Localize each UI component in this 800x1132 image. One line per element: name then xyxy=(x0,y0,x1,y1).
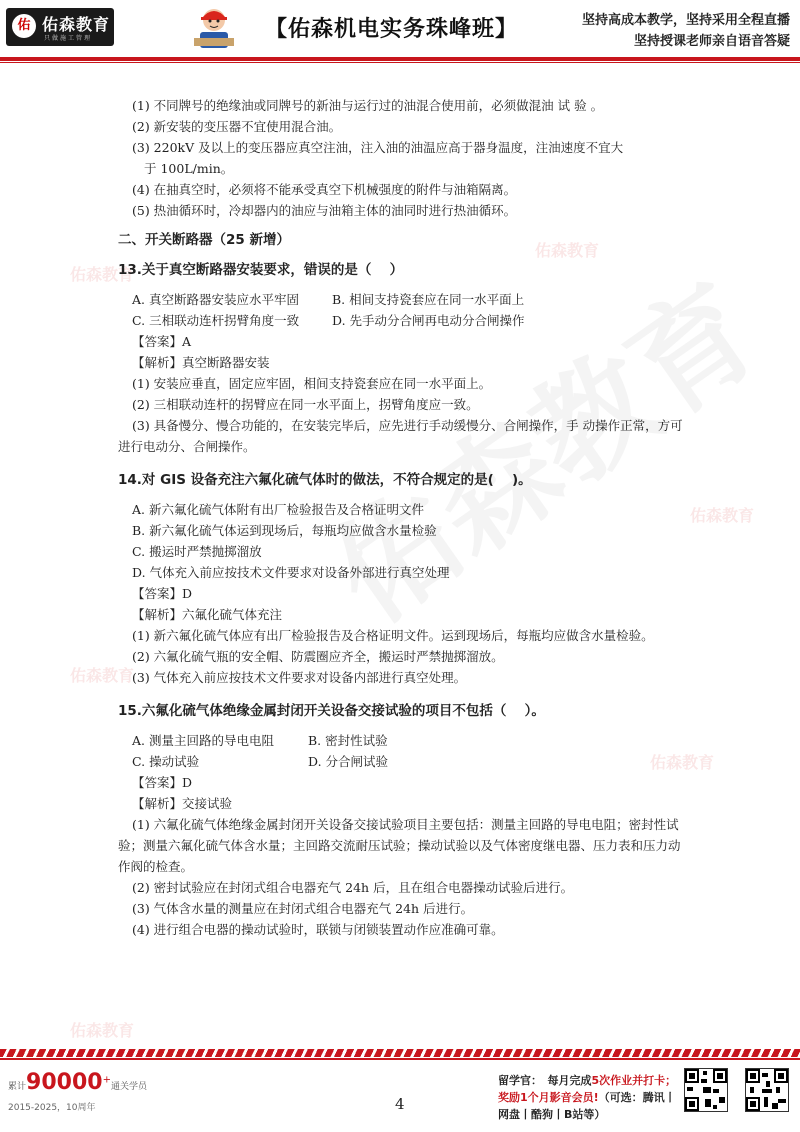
watermark-logo: 佑森教育 xyxy=(70,265,135,284)
page-number: 4 xyxy=(395,1095,405,1113)
footer-divider xyxy=(0,1058,800,1060)
option-c: C. 搬运时严禁抛掷溜放 xyxy=(132,544,262,559)
header-divider xyxy=(0,57,800,61)
header-divider-thin xyxy=(0,62,800,63)
header-title: 【佑森机电实务珠峰班】 xyxy=(265,17,519,42)
answer-label: 【答案】D xyxy=(132,586,193,601)
header-slogan-2: 坚持授课老师亲自语音答疑 xyxy=(633,34,790,49)
promo-line-1 xyxy=(498,1072,676,1088)
question-15-options xyxy=(132,730,688,772)
option-d: D. 气体充入前应按技术文件要求对设备外部进行真空处理 xyxy=(132,565,450,580)
answer-label: 【答案】A xyxy=(132,334,192,349)
option-d: D. 分合闸试验 xyxy=(308,754,389,769)
analysis-point: (1) 安装应垂直，固定应牢固，相间支持瓷套应在同一水平面上。 xyxy=(132,376,492,391)
analysis-point: (1) 新六氟化硫气体应有出厂检验报告及合格证明文件。运到现场后，每瓶均应做含水量检验。 xyxy=(132,628,654,643)
watermark-logo: 佑森教育 xyxy=(70,1021,135,1040)
option-b: B. 相间支持瓷套应在同一水平面上 xyxy=(332,292,525,307)
count-number: 90000 xyxy=(26,1070,103,1095)
analysis-point: (2) 密封试验应在封闭式组合电器充气 24h 后，且在组合电器操动试验后进行。 xyxy=(132,880,574,895)
watermark-logo: 佑森教育 xyxy=(690,506,755,525)
analysis-point: (3) 气体充入前应按技术文件要求对设备内部进行真空处理。 xyxy=(132,670,467,685)
analysis-point: (2) 六氟化硫气瓶的安全帽、防震圈应齐全，搬运时严禁抛掷溜放。 xyxy=(132,649,504,664)
logo-emblem-icon: 佑 xyxy=(12,14,36,38)
qr-code-icon[interactable] xyxy=(745,1068,789,1112)
option-b: B. 密封性试验 xyxy=(308,733,388,748)
count-plus: + xyxy=(102,1074,111,1086)
student-count xyxy=(8,1070,147,1095)
promo-line-2 xyxy=(498,1089,676,1105)
option-c: C. 三相联动连杆拐臂角度一致 xyxy=(132,313,300,328)
option-a: A. 测量主回路的导电电阻 xyxy=(132,733,274,748)
watermark-logo: 佑森教育 xyxy=(535,241,600,260)
option-c: C. 操动试验 xyxy=(132,754,200,769)
question-13-stem: 13.关于真空断路器安装要求，错误的是（ ） xyxy=(118,262,404,278)
intro-line: (2) 新安装的变压器不宜使用混合油。 xyxy=(132,119,342,134)
promo-line-3: 网盘丨酷狗丨B站等） xyxy=(498,1108,606,1121)
option-b: B. 新六氟化硫气体运到现场后，每瓶均应做含水量检验 xyxy=(132,523,437,538)
intro-line: (4) 在抽真空时，必须将不能承受真空下机械强度的附件与油箱隔离。 xyxy=(132,182,517,197)
analysis-point: (2) 三相联动连杆的拐臂应在同一水平面上，拐臂角度应一致。 xyxy=(132,397,479,412)
page-header xyxy=(0,0,800,54)
qr-code-icon[interactable] xyxy=(684,1068,728,1112)
anniversary-text: 2015-2025，10周年 xyxy=(8,1103,96,1113)
watermark-logo: 佑森教育 xyxy=(70,666,135,685)
watermark-logo: 佑森教育 xyxy=(650,753,715,772)
intro-line: (1) 不同牌号的绝缘油或同牌号的新油与运行过的油混合使用前，必须做混油 试 验 。 xyxy=(132,98,604,113)
analysis-point: (4) 进行组合电器的操动试验时，联锁与闭锁装置动作应准确可靠。 xyxy=(132,922,504,937)
question-15-stem: 15.六氟化硫气体绝缘金属封闭开关设备交接试验的项目不包括（ ）。 xyxy=(118,703,545,719)
brand-logo xyxy=(6,8,114,46)
promo-text: （可选：腾讯丨 xyxy=(598,1091,676,1104)
analysis-point: (3) 具备慢分、慢合功能的，在安装完毕后，应先进行手动缓慢分、合闸操作，手 动操作正常，方可进行电动分、合闸操作。 xyxy=(118,418,683,454)
analysis-point: (1) 六氟化硫气体绝缘金属封闭开关设备交接试验项目主要包括：测量主回路的导电电阻；密封性试验；测量六氟化硫气体含水量；主回路交流耐压试验；操动试验以及气体密度继电器、压力表和压力动作阀的检查。 xyxy=(118,817,681,874)
header-slogan-1: 坚持高成本教学，坚持采用全程直播 xyxy=(581,13,790,28)
logo-slogan: 只做施工管理 xyxy=(44,35,93,42)
count-prefix: 累计 xyxy=(8,1082,27,1092)
option-d: D. 先手动分合闸再电动分合闸操作 xyxy=(332,313,525,328)
analysis-label: 【解析】交接试验 xyxy=(132,796,233,811)
intro-line: (3) 220kV 及以上的变压器应真空注油，注入油的油温应高于器身温度，注油速度不宜大 xyxy=(132,140,624,155)
promo-highlight: 5次作业并打卡； xyxy=(591,1074,677,1087)
logo-text: 佑森教育 xyxy=(42,15,111,34)
option-a: A. 真空断路器安装应水平牢固 xyxy=(132,292,299,307)
analysis-point: (3) 气体含水量的测量应在封闭式组合电器充气 24h 后进行。 xyxy=(132,901,474,916)
count-suffix: 通关学员 xyxy=(110,1082,147,1092)
answer-label: 【答案】D xyxy=(132,775,193,790)
analysis-label: 【解析】六氟化硫气体充注 xyxy=(132,607,283,622)
document-body xyxy=(118,95,688,940)
promo-text: 留学官： 每月完成 xyxy=(498,1074,592,1087)
promo-highlight: 奖励1个月影音会员! xyxy=(498,1091,599,1104)
intro-line: 于 100L/min。 xyxy=(144,161,234,176)
analysis-label: 【解析】真空断路器安装 xyxy=(132,355,270,370)
section-heading: 二、开关断路器（25 新增） xyxy=(118,232,290,248)
intro-line: (5) 热油循环时，冷却器内的油应与油箱主体的油同时进行热油循环。 xyxy=(132,203,517,218)
question-13-options xyxy=(132,289,688,331)
footer-stripe-band xyxy=(0,1049,800,1057)
question-14-stem: 14.对 GIS 设备充注六氟化硫气体时的做法，不符合规定的是( )。 xyxy=(118,472,532,488)
mascot-icon xyxy=(190,4,238,52)
option-a: A. 新六氟化硫气体附有出厂检验报告及合格证明文件 xyxy=(132,502,424,517)
